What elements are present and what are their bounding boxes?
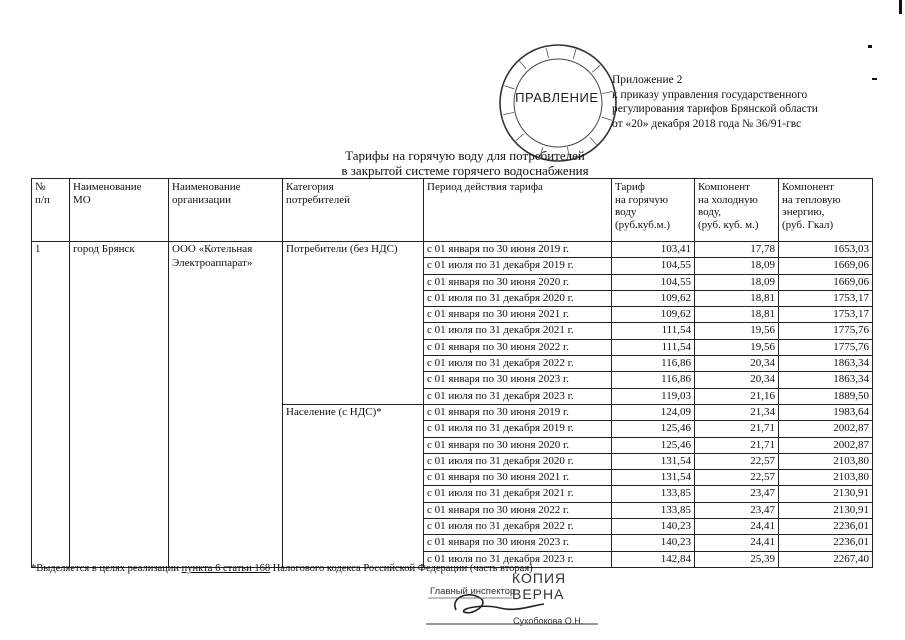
header-line: Компонент [782,181,834,193]
header-line: (руб. куб. м.) [698,218,759,231]
header-line: воду, [698,206,722,218]
header-line: п/п [35,193,50,206]
heat-energy-component: 2103,80 [779,470,873,486]
consumer-category: Население (с НДС)* [283,404,424,567]
hot-water-tariff: 104,55 [612,258,695,274]
tariff-period: с 01 января по 30 июня 2022 г. [424,502,612,518]
heat-energy-component: 1983,64 [779,404,873,420]
table-header-row [32,179,873,242]
header-line: Наименование [172,181,241,193]
cold-water-component: 22,57 [695,470,779,486]
header-line: № [35,181,46,193]
appendix-line: Приложение 2 [612,74,683,86]
cold-water-component: 24,41 [695,519,779,535]
cold-water-component: 24,41 [695,535,779,551]
tariff-period: с 01 января по 30 июня 2023 г. [424,535,612,551]
tariff-period: с 01 июля по 31 декабря 2022 г. [424,519,612,535]
hot-water-tariff: 142,84 [612,551,695,567]
heat-energy-component: 1653,03 [779,242,873,258]
hot-water-tariff: 140,23 [612,519,695,535]
header-cold-component [695,179,779,242]
tariff-period: с 01 июля по 31 декабря 2020 г. [424,453,612,469]
document-title [300,148,630,178]
heat-energy-component: 2236,01 [779,535,873,551]
appendix-line: от «20» декабря 2018 года № 36/91-гвс [612,117,802,130]
tariff-period: с 01 января по 30 июня 2023 г. [424,372,612,388]
footnote-law-link: пункта 6 статьи 168 [181,563,271,574]
header-line: Тариф [615,181,645,193]
cold-water-component: 21,71 [695,437,779,453]
header-category [283,179,424,242]
tariff-period: с 01 июля по 31 декабря 2021 г. [424,486,612,502]
hot-water-tariff: 116,86 [612,372,695,388]
header-org [169,179,283,242]
heat-energy-component: 1753,17 [779,307,873,323]
cold-water-component: 19,56 [695,323,779,339]
tariff-period: с 01 января по 30 июня 2022 г. [424,339,612,355]
hot-water-tariff: 109,62 [612,290,695,306]
appendix-line: к приказу управления государственного [612,88,808,101]
hot-water-tariff: 104,55 [612,274,695,290]
cold-water-component: 25,39 [695,551,779,567]
tariff-period: с 01 июля по 31 декабря 2023 г. [424,388,612,404]
tariff-period: с 01 января по 30 июня 2019 г. [424,404,612,420]
tariff-period: с 01 января по 30 июня 2021 г. [424,470,612,486]
tariff-period: с 01 июля по 31 декабря 2020 г. [424,290,612,306]
header-num [32,179,70,242]
cold-water-component: 18,09 [695,258,779,274]
heat-energy-component: 1669,06 [779,258,873,274]
table-row [32,242,873,258]
tariff-period: с 01 июля по 31 декабря 2023 г. [424,551,612,567]
certification-stamp [420,568,600,630]
header-line: (руб.куб.м.) [615,218,670,231]
heat-energy-component: 1863,34 [779,372,873,388]
heat-energy-component: 1669,06 [779,274,873,290]
heat-energy-component: 2130,91 [779,502,873,518]
heat-energy-component: 1753,17 [779,290,873,306]
table-body [32,242,873,568]
header-period [424,179,612,242]
appendix-reference [612,73,818,131]
hot-water-tariff: 133,85 [612,502,695,518]
header-line: потребителей [286,193,350,206]
signer-name: Сухобокова О.Н. [513,616,584,626]
cold-water-component: 19,56 [695,339,779,355]
hot-water-tariff: 116,86 [612,356,695,372]
header-tariff [612,179,695,242]
header-line: энергию, [782,206,825,218]
hot-water-tariff: 125,46 [612,421,695,437]
cold-water-component: 23,47 [695,486,779,502]
cold-water-component: 20,34 [695,356,779,372]
header-line: на холодную [698,193,758,206]
hot-water-tariff: 131,54 [612,453,695,469]
heat-energy-component: 2130,91 [779,486,873,502]
cold-water-component: 17,78 [695,242,779,258]
heat-energy-component: 2236,01 [779,519,873,535]
heat-energy-component: 2103,80 [779,453,873,469]
hot-water-tariff: 109,62 [612,307,695,323]
hot-water-tariff: 124,09 [612,404,695,420]
tariff-period: с 01 июля по 31 декабря 2022 г. [424,356,612,372]
hot-water-tariff: 140,23 [612,535,695,551]
scan-artifact [872,78,877,80]
footnote-suffix: Налогового кодекса Российской Федерации (часть вторая) [270,563,533,574]
header-line: на горячую [615,193,669,206]
header-line: МО [73,193,91,206]
tariff-period: с 01 июля по 31 декабря 2019 г. [424,421,612,437]
footnote-prefix: *Выделяется в целях реализации [31,563,182,574]
organization-name [169,242,283,568]
appendix-line: регулирования тарифов Брянской области [612,103,818,115]
hot-water-tariff: 111,54 [612,339,695,355]
header-line: Категория [286,181,334,193]
cold-water-component: 20,34 [695,372,779,388]
hot-water-tariff: 125,46 [612,437,695,453]
heat-energy-component: 1775,76 [779,323,873,339]
organization-name-line: ООО «Котельная [172,243,253,255]
cold-water-component: 21,71 [695,421,779,437]
header-line: (руб. Гкал) [782,218,834,231]
organization-name-line: Электроаппарат» [172,257,253,269]
tariff-period: с 01 января по 30 июня 2019 г. [424,242,612,258]
hot-water-tariff: 131,54 [612,470,695,486]
cold-water-component: 18,81 [695,307,779,323]
certified-copy-label: КОПИЯ ВЕРНА [512,570,567,602]
hot-water-tariff: 133,85 [612,486,695,502]
header-line: Период действия тарифа [427,181,543,193]
row-number: 1 [32,242,70,568]
hot-water-tariff: 111,54 [612,323,695,339]
cold-water-component: 22,57 [695,453,779,469]
heat-energy-component: 1863,34 [779,356,873,372]
inspector-label: Главный инспектор [430,586,516,597]
header-line: Наименование [73,181,142,193]
scan-artifact [868,45,872,48]
heat-energy-component: 2002,87 [779,421,873,437]
heat-energy-component: 2002,87 [779,437,873,453]
title-line: Тарифы на горячую воду для потребителей [345,148,585,163]
tariff-table [31,178,873,568]
heat-energy-component: 1775,76 [779,339,873,355]
tariff-period: с 01 июля по 31 декабря 2019 г. [424,258,612,274]
consumer-category: Потребители (без НДС) [283,242,424,405]
tariff-period: с 01 января по 30 июня 2021 г. [424,307,612,323]
header-line: организации [172,193,232,206]
cold-water-component: 18,81 [695,290,779,306]
heat-energy-component: 2267,40 [779,551,873,567]
header-heat-component [779,179,873,242]
header-mo [70,179,169,242]
cold-water-component: 21,16 [695,388,779,404]
cold-water-component: 18,09 [695,274,779,290]
scan-artifact [899,0,902,14]
hot-water-tariff: 103,41 [612,242,695,258]
tariff-period: с 01 июля по 31 декабря 2021 г. [424,323,612,339]
header-line: воду [615,206,637,218]
heat-energy-component: 1889,50 [779,388,873,404]
hot-water-tariff: 119,03 [612,388,695,404]
header-line: Компонент [698,181,750,193]
tariff-period: с 01 января по 30 июня 2020 г. [424,437,612,453]
municipality-name: город Брянск [70,242,169,568]
stamp-text: ПРАВЛЕНИЕ [515,90,599,106]
header-line: на тепловую [782,193,841,206]
cold-water-component: 23,47 [695,502,779,518]
cold-water-component: 21,34 [695,404,779,420]
tariff-period: с 01 января по 30 июня 2020 г. [424,274,612,290]
title-line: в закрытой системе горячего водоснабжения [341,163,589,178]
